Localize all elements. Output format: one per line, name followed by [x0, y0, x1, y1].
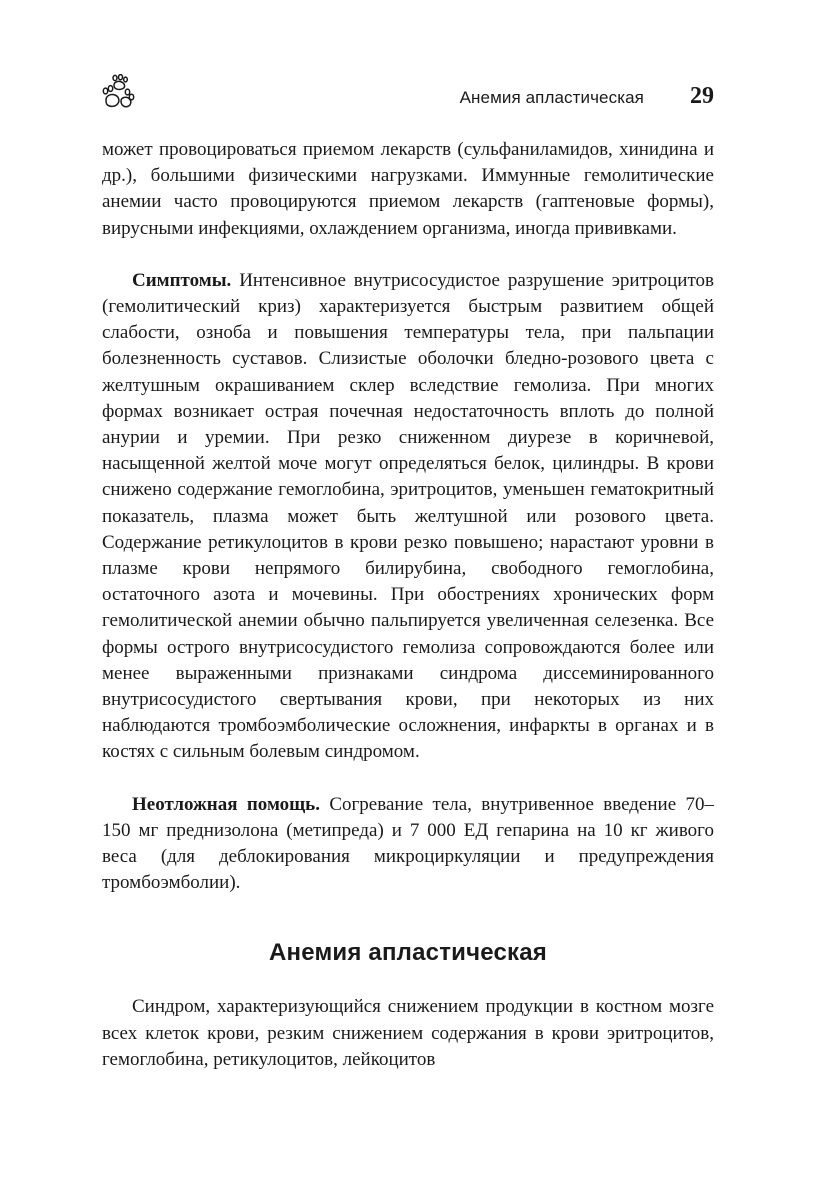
symptoms-text: Интенсивное внутрисосудистое разрушение эритроцитов (гемолитический криз) характеризуется быстрым развитием общей слабости, озноба и повышения температуры тела, при пальпации болезненность суставов. Слизистые оболочки бледно-розового цвета с желтушным окрашиванием склер вследствие гемолиза. При многих формах возникает острая почечная недостаточность вплоть до полной анурии и уремии. При резко сниженном диурезе в коричневой, насыщенной желтой моче могут определяться белок, цилиндры. В крови снижено содержание гемоглобина, эритроцитов, уменьшен гематокритный показатель, плазма может быть желтушной или розового цвета. Содержание ретикулоцитов в крови резко повышено; нарастают уровни в плазме крови непрямого билирубина, свободного гемоглобина, остаточного азота и мочевины. При обострениях хронических форм гемолитической анемии обычно пальпируется увеличенная селезенка. Все формы острого внутрисосудистого гемолиза сопровождаются более или менее выраженными признаками синдрома диссеминированного внутрисосудистого свертывания крови, при некоторых из них наблюдаются тромбоэмболические осложнения, инфаркты в органах и в костях с сильным болевым синдромом.: [102, 269, 714, 763]
running-title: Анемия апластическая: [459, 88, 644, 107]
paragraph-emergency-care: [102, 792, 714, 897]
emergency-care-text: Согревание тела, внутривенное введение 70–150 мг преднизолона (метипреда) и 7 000 ЕД гепарина на 10 кг живого веса (для деблокирования микроциркуляции и предупреждения тромбоэмболии).: [102, 793, 714, 894]
paw-prints-icon: [102, 74, 136, 110]
paragraph-symptoms: [102, 268, 714, 766]
section-title: Анемия апластическая: [268, 939, 547, 967]
emergency-care-heading: Неотложная помощь.: [132, 793, 320, 815]
symptoms-heading: Симптомы.: [132, 269, 232, 291]
page-header: [102, 74, 714, 114]
paragraph-aplastic-intro: Синдром, характеризующийся снижением продукции в костном мозге всех клеток крови, резким снижением содержания в крови эритроцитов, гемоглобина, ретикулоцитов, лейкоцитов: [102, 996, 714, 1070]
paragraph-continuation: может провоцироваться приемом лекарств (сульфаниламидов, хинидина и др.), большими физическими нагрузками. Иммунные гемолитические анемии часто провоцируются приемом лекарств (гаптеновые формы), вирусными инфекциями, охлаждением организма, иногда прививками.: [102, 139, 714, 239]
page-number: 29: [690, 83, 714, 109]
page-body: [102, 137, 714, 1073]
